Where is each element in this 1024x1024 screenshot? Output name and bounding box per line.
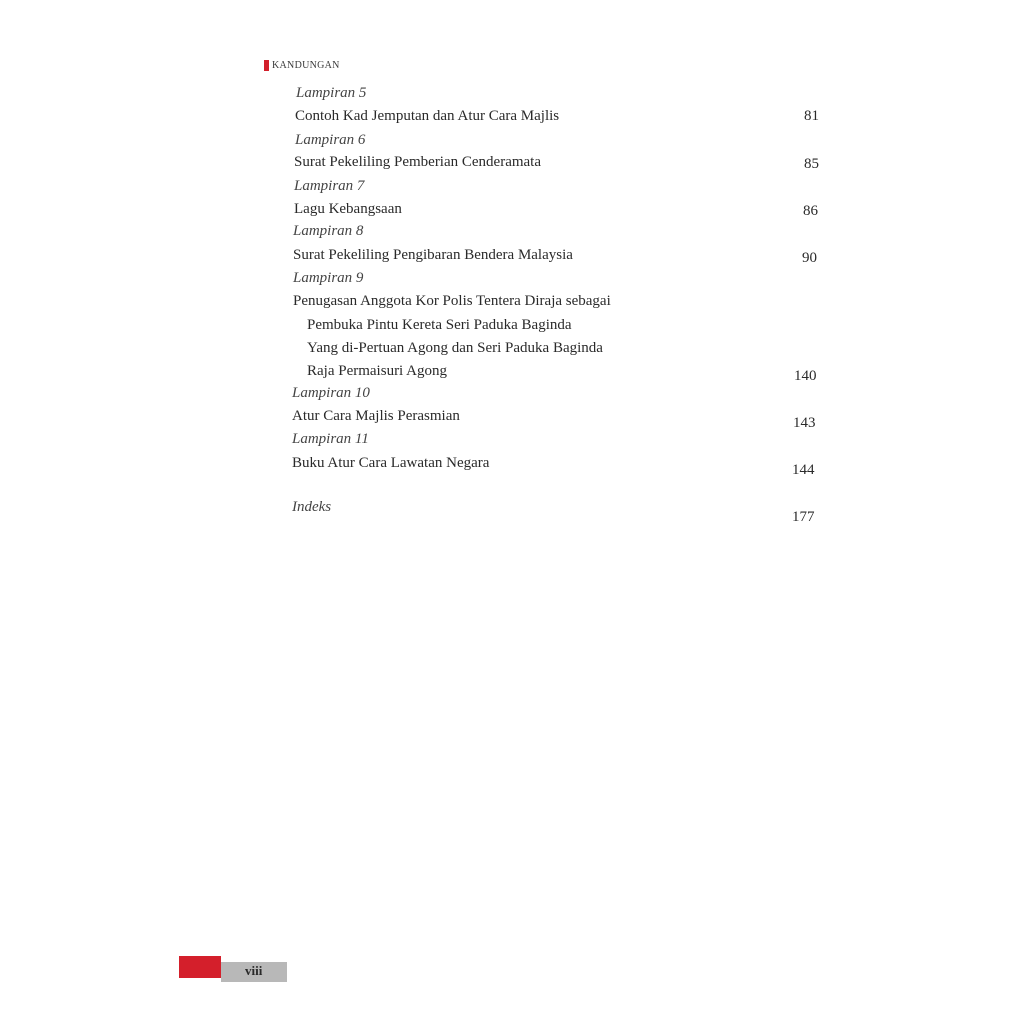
toc-title-lampiran-10[interactable]: Atur Cara Majlis Perasmian xyxy=(292,408,460,424)
toc-title-lampiran-6[interactable]: Surat Pekeliling Pemberian Cenderamata xyxy=(294,154,542,170)
toc-page-lampiran-11[interactable]: 144 xyxy=(792,462,815,478)
toc-page-indeks[interactable]: 177 xyxy=(792,509,815,525)
page-footer xyxy=(179,956,287,982)
toc-label-indeks[interactable]: Indeks xyxy=(292,499,332,515)
toc-label-lampiran-8: Lampiran 8 xyxy=(293,223,364,239)
footer-red-block xyxy=(179,956,221,978)
toc-page-lampiran-5[interactable]: 81 xyxy=(804,108,819,124)
toc-title-lampiran-8[interactable]: Surat Pekeliling Pengibaran Bendera Malaysia xyxy=(293,247,573,263)
toc-label-lampiran-7: Lampiran 7 xyxy=(294,178,365,194)
toc-label-lampiran-9: Lampiran 9 xyxy=(293,270,364,286)
toc-label-lampiran-5: Lampiran 5 xyxy=(296,85,367,101)
toc-page-lampiran-6[interactable]: 85 xyxy=(804,156,819,172)
toc-title-lampiran-9-line-1[interactable]: Penugasan Anggota Kor Polis Tentera Diraja sebagai xyxy=(293,293,611,309)
page-number: viii xyxy=(245,963,263,978)
toc-label-lampiran-10: Lampiran 10 xyxy=(292,385,370,401)
toc-title-lampiran-9-line-4[interactable]: Raja Permaisuri Agong xyxy=(307,363,447,379)
toc-title-lampiran-9-line-2[interactable]: Pembuka Pintu Kereta Seri Paduka Baginda xyxy=(307,317,572,333)
toc-page-lampiran-7[interactable]: 86 xyxy=(803,203,818,219)
toc-title-lampiran-7[interactable]: Lagu Kebangsaan xyxy=(294,201,402,217)
toc-page-lampiran-8[interactable]: 90 xyxy=(802,250,817,266)
toc-page-lampiran-9[interactable]: 140 xyxy=(794,368,817,384)
header-title: KANDUNGAN xyxy=(272,60,340,71)
toc-label-lampiran-11: Lampiran 11 xyxy=(292,431,369,447)
toc-title-lampiran-9-line-3[interactable]: Yang di-Pertuan Agong dan Seri Paduka Baginda xyxy=(307,340,603,356)
toc-title-lampiran-5[interactable]: Contoh Kad Jemputan dan Atur Cara Majlis xyxy=(295,108,560,124)
toc-page-lampiran-10[interactable]: 143 xyxy=(793,415,816,431)
toc-label-lampiran-6: Lampiran 6 xyxy=(295,132,366,148)
toc-title-lampiran-11[interactable]: Buku Atur Cara Lawatan Negara xyxy=(292,455,490,471)
